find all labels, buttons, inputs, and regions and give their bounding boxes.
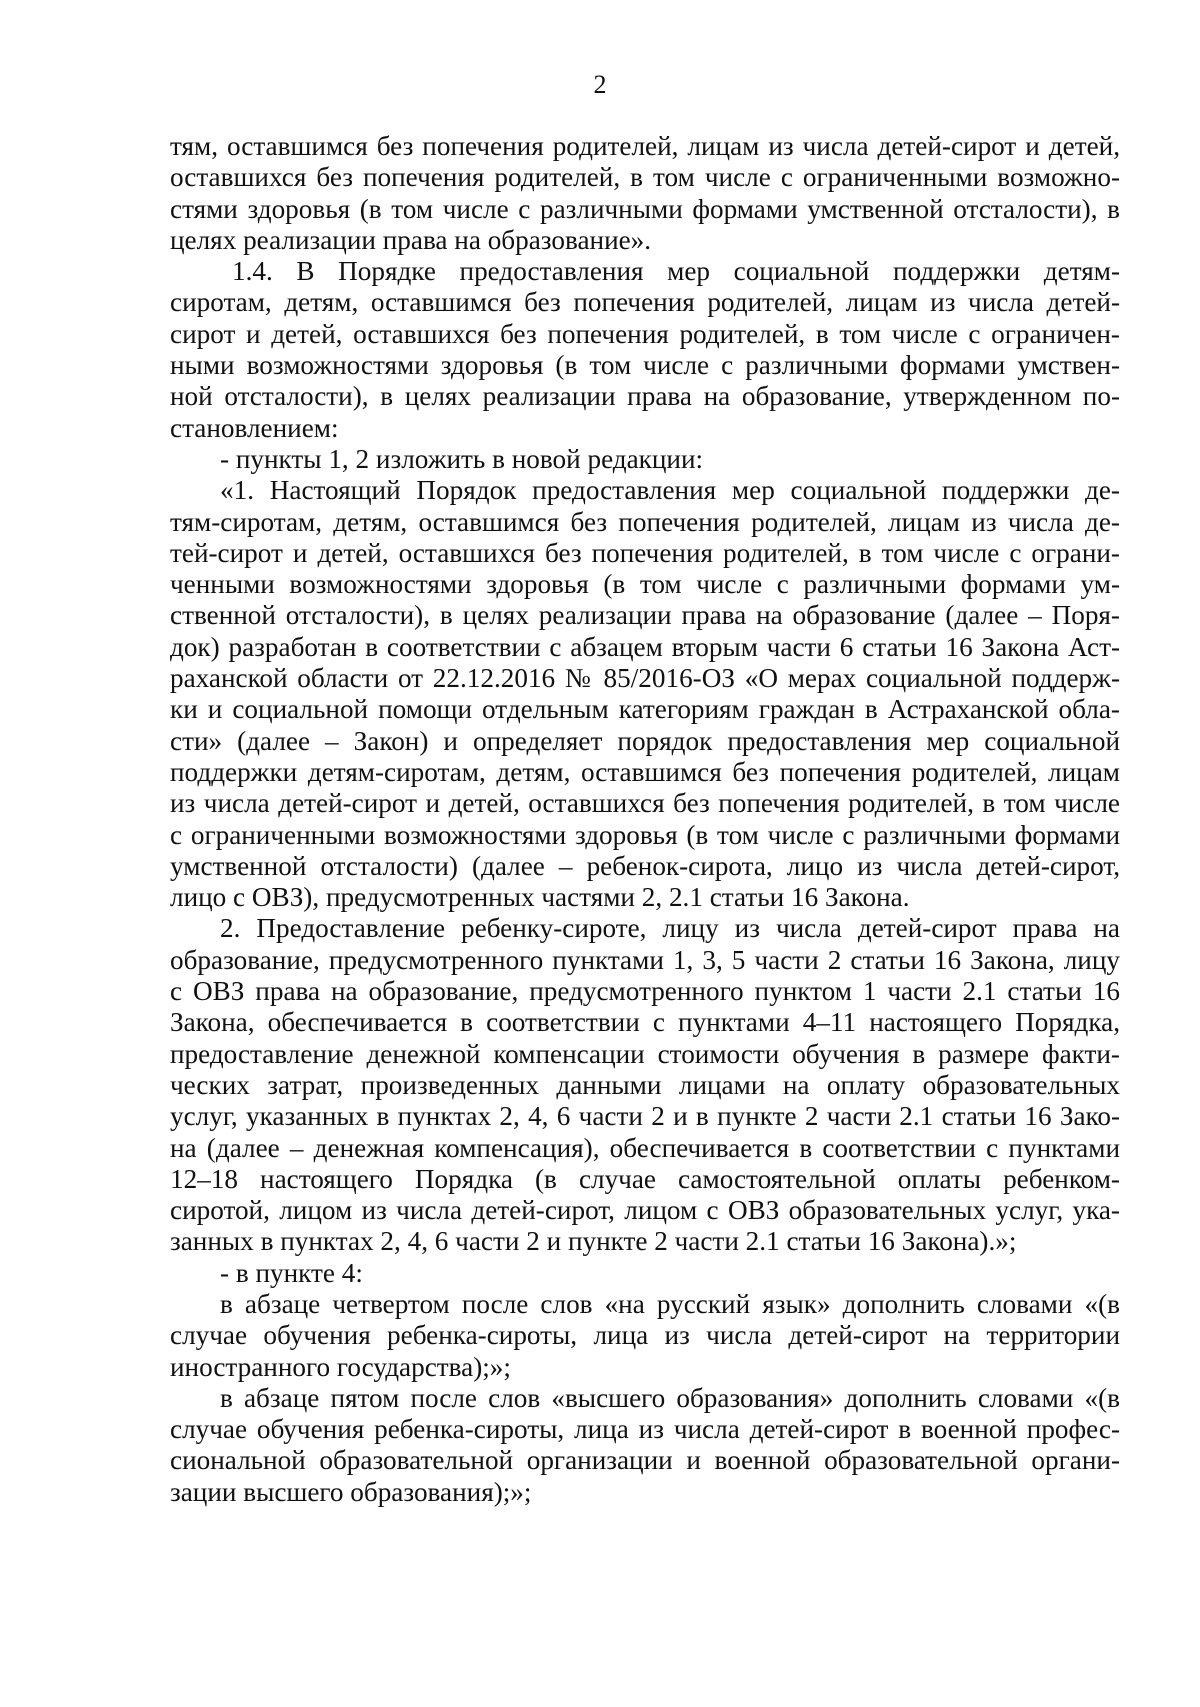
text-line: на (далее – денежная компенсация), обеспечивается в соответствии с пунктами — [170, 1132, 1120, 1163]
text-line: поддержки детям-сиротам, детям, оставшимся без попечения родителей, лицам — [170, 756, 1120, 787]
text-line: ными возможностями здоровья (в том числе с различными формами умствен- — [170, 350, 1120, 381]
text-line: занных в пунктах 2, 4, 6 части 2 и пункте 2 части 2.1 статьи 16 Закона).»; — [170, 1226, 1017, 1257]
text-line: тям, оставшимся без попечения родителей, лицам из числа детей-сирот и детей, — [170, 131, 1120, 161]
text-line: зации высшего образования);»; — [170, 1476, 532, 1507]
text-line: ственной отсталости), в целях реализации права на образование (далее – Поря- — [170, 600, 1120, 631]
text-line: ческих затрат, произведенных данными лицами на оплату образовательных — [170, 1069, 1120, 1100]
text-line: из числа детей-сирот и детей, оставшихся без попечения родителей, в том числе — [170, 788, 1120, 819]
text-line: 2. Предоставление ребенку-сироте, лицу из числа детей-сирот права на — [220, 913, 1120, 944]
text-line: Закона, обеспечивается в соответствии с пунктами 4–11 настоящего Порядка, — [170, 1007, 1120, 1038]
text-line: случае обучения ребенка-сироты, лица из числа детей-сирот в военной профес- — [170, 1414, 1120, 1445]
text-line: услуг, указанных в пунктах 2, 4, 6 части 2 и в пункте 2 части 2.1 статьи 16 Зако- — [170, 1101, 1120, 1132]
text-line: стями здоровья (в том числе с различными формами умственной отсталости), в — [170, 193, 1120, 224]
text-line: ченными возможностями здоровья (в том числе с различными формами ум- — [170, 569, 1120, 600]
text-line: 1.4. В Порядке предоставления мер социальной поддержки детям- — [232, 256, 1120, 287]
document-body — [170, 131, 1120, 1508]
text-line: - пункты 1, 2 изложить в новой редакции: — [220, 443, 704, 474]
text-line: раханской области от 22.12.2016 № 85/2016-ОЗ «О мерах социальной поддерж- — [170, 663, 1120, 694]
text-line: док) разработан в соответствии с абзацем вторым части 6 статьи 16 Закона Аст- — [170, 631, 1120, 662]
text-line: становлением: — [170, 412, 339, 443]
text-line: с ограниченными возможностями здоровья (в том числе с различными формами — [170, 819, 1120, 850]
text-line: сти» (далее – Закон) и определяет порядок предоставления мер социальной — [170, 725, 1120, 756]
text-line: образование, предусмотренного пунктами 1, 3, 5 части 2 статьи 16 Закона, лицу — [170, 944, 1120, 975]
text-line: сирот и детей, оставшихся без попечения родителей, в том числе с ограничен- — [170, 318, 1120, 349]
text-line: случае обучения ребенка-сироты, лица из числа детей-сирот на территории — [170, 1320, 1120, 1351]
text-line: лицо с ОВЗ), предусмотренных частями 2, 2.1 статьи 16 Закона. — [170, 882, 910, 913]
text-line: ной отсталости), в целях реализации права на образование, утвержденном по- — [170, 381, 1120, 412]
text-line: умственной отсталости) (далее – ребенок-сирота, лицо из числа детей-сирот, — [170, 850, 1120, 881]
text-line: оставшихся без попечения родителей, в том числе с ограниченными возможно- — [170, 162, 1120, 193]
text-line: сиротам, детям, оставшимся без попечения родителей, лицам из числа детей- — [170, 287, 1120, 318]
page-number: 2 — [593, 70, 607, 99]
text-line: «1. Настоящий Порядок предоставления мер социальной поддержки де- — [220, 475, 1120, 506]
text-line: тей-сирот и детей, оставшихся без попечения родителей, в том числе с ограни- — [170, 537, 1120, 568]
text-line: целях реализации права на образование». — [170, 224, 652, 255]
text-line: иностранного государства);»; — [170, 1351, 511, 1382]
text-line: предоставление денежной компенсации стоимости обучения в размере факти- — [170, 1038, 1120, 1069]
text-line: в абзаце пятом после слов «высшего образования» дополнить словами «(в — [220, 1382, 1120, 1413]
text-line: ки и социальной помощи отдельным категориям граждан в Астраханской обла- — [170, 694, 1120, 725]
text-line: - в пункте 4: — [220, 1257, 363, 1288]
text-line: 12–18 настоящего Порядка (в случае самостоятельной оплаты ребенком- — [170, 1163, 1120, 1194]
text-line: сиротой, лицом из числа детей-сирот, лицом с ОВЗ образовательных услуг, ука- — [170, 1195, 1120, 1226]
text-line: в абзаце четвертом после слов «на русский язык» дополнить словами «(в — [220, 1288, 1120, 1319]
text-line: сиональной образовательной организации и военной образовательной органи- — [170, 1445, 1120, 1476]
text-line: тям-сиротам, детям, оставшимся без попечения родителей, лицам из числа де- — [170, 506, 1120, 537]
text-line: с ОВЗ права на образование, предусмотренного пунктом 1 части 2.1 статьи 16 — [170, 976, 1120, 1007]
